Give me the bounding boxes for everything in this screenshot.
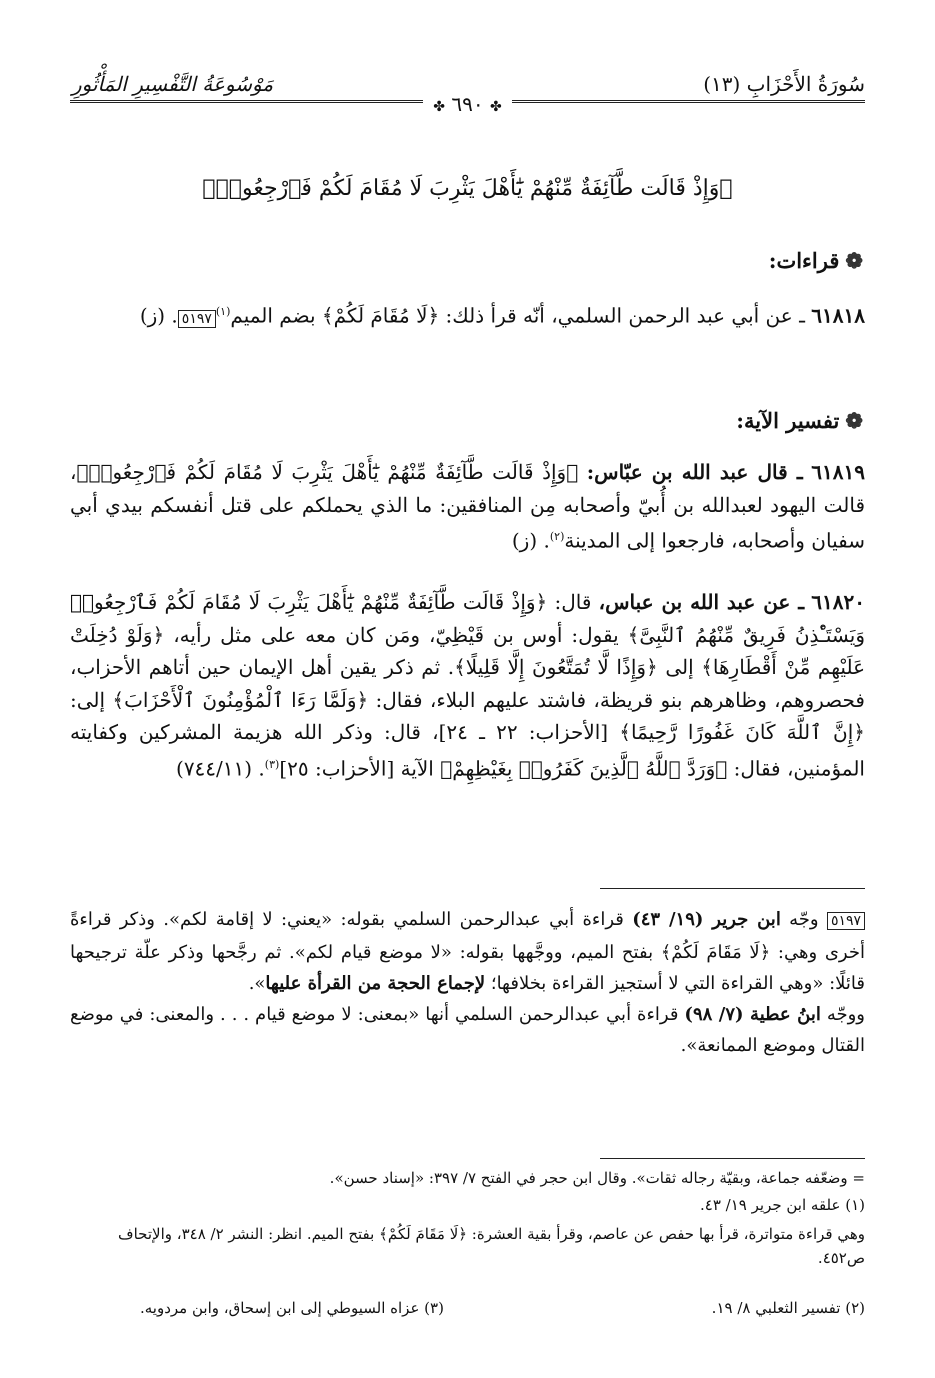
editor-notes (70, 904, 865, 1061)
ornament-icon: ✤ (433, 99, 446, 115)
footnote-3: (٣) عزاه السيوطي إلى ابن إسحاق، وابن مردويه. (140, 1299, 444, 1317)
footnote-continuation: = وضعّفه جماعة، وبقيّة رجاله ثقات». وقال ابن حجر في الفتح ٧/ ٣٩٧: «إسناد حسن». (329, 1169, 865, 1187)
narration-61818: ٦١٨١٨ ـ عن أبي عبد الرحمن السلمي، أنّه قرأ ذلك: ﴿لَا مُقَامَ لَكُمْ﴾ بضم الميم$^{(١)}$٥١٩٧. (ز) (139, 303, 865, 328)
book-title: مَوْسُوعَةُ التَّفْسِيرِ المَأْثُورِ (72, 72, 274, 96)
narration-number: ٦١٨١٨ (811, 303, 865, 328)
page-number: ٦٩٠ (451, 92, 484, 116)
footnote-1-detail: وهي قراءة متواترة، قرأ بها حفص عن عاصم، وقرأ بقية العشرة: ﴿لَا مَقَامَ لَكُمْ﴾ بفتح الميم. انظر: النشر ٢/ ٣٤٨، والإتحاف ص٤٥٢. (118, 1225, 865, 1267)
footnote-2: (٢) تفسير الثعلبي ٨/ ١٩. (711, 1299, 865, 1317)
flower-icon: ❁ (845, 408, 863, 433)
section-heading-readings: ❁قراءات: (768, 248, 863, 273)
footnote-marker: (١) (215, 305, 231, 318)
page-number-box (0, 92, 935, 116)
note-reference: ٥١٩٧ (827, 912, 865, 930)
narrator: ـ قال عبد الله بن عبّاس: (586, 460, 803, 484)
ornament-icon: ✤ (489, 99, 502, 115)
note-ibn-jarir: ٥١٩٧ وجّه ابن جرير (١٩/ ٤٣) قراءة أبي عبدالرحمن السلمي بقوله: «يعني: لا إقامة لكم». وذكر قراءةً أخرى وهي: ﴿لَا مَقَامَ لَكُمْ﴾ بفتح الميم، ووجَّهها بقوله: «لا موضع قيام لكم». ثم رجَّحها وذكر علّة ترجيحها قائلًا: «وهي القراءة التي لا أستجيز القراءة بخلافها؛ لإجماع الحجة من القرأة عليها». (70, 909, 865, 994)
footnotes-row (70, 1296, 865, 1320)
notes-separator (600, 888, 865, 889)
footnote-marker: (٣) (264, 757, 280, 771)
narration-61820: ٦١٨٢٠ ـ عن عبد الله بن عباس، قال: ﴿وَإِذْ قَالَت طَّآئِفَةٌ مِّنْهُمْ يَٰٓأَهْلَ يَثْرِبَ لَا مُقَامَ لَكُمْ فَٱرْجِعُوا۟ وَيَسْتَـْٔذِنُ فَرِيقٌ مِّنْهُمُ ٱلنَّبِىَّ﴾ يقول: أوس بن قَيْظِيّ، ومَن كان معه على مثل رأيه، ﴿وَلَوْ دُخِلَتْ عَلَيْهِم مِّنْ أَقْطَارِهَا﴾ إلى ﴿وَإِذًا لَّا تُمَتَّعُونَ إِلَّا قَلِيلًا﴾. ثم ذكر يقين أهل الإيمان حين أتاهم الأحزاب، فحصروهم، وظاهرهم بنو قريظة، فاشتد عليهم البلاء، فقال: ﴿وَلَمَّا رَءَا ٱلْمُؤْمِنُونَ ٱلْأَحْزَابَ﴾ إلى: ﴿إِنَّ ٱللَّهَ كَانَ غَفُورًا رَّحِيمًا﴾ [الأحزاب: ٢٢ ـ ٢٤]، قال: وذكر الله هزيمة المشركين وكفايته المؤمنين، فقال: ﴿وَرَدَّ ٱللَّهُ ٱلَّذِينَ كَفَرُوا۟ بِغَيْظِهِمْ﴾ الآية [الأحزاب: ٢٥]$^{(٣)}$. (٧٤٤/١١) (70, 590, 866, 781)
flower-icon: ❁ (845, 248, 863, 273)
narrator: ـ عن عبد الله بن عباس، (598, 590, 805, 614)
narration-number: ٦١٨١٩ (811, 460, 865, 484)
footnotes-separator (600, 1158, 865, 1159)
quran-verse: ﴿وَإِذْ قَالَت طَّآئِفَةٌ مِّنْهُمْ يَٰٓأَهْلَ يَثْرِبَ لَا مُقَامَ لَكُمْ فَٱرْجِعُوا۟﴾ (202, 176, 733, 201)
note-reference: ٥١٩٧ (178, 310, 216, 328)
narration-number: ٦١٨٢٠ (811, 590, 866, 614)
section-heading-tafsir: ❁تفسير الآية: (736, 408, 863, 433)
footnote-1: (١) علقه ابن جرير ١٩/ ٤٣. (699, 1196, 865, 1214)
note-ibn-atiyya: ووجّه ابنُ عطية (٧/ ٩٨) قراءة أبي عبدالرحمن السلمي أنها «بمعنى: لا موضع قيام . . . والمعنى: في موضع القتال وموضع الممانعة». (70, 1004, 865, 1056)
narration-61819: ٦١٨١٩ ـ قال عبد الله بن عبّاس: ﴿وَإِذْ قَالَت طَّآئِفَةٌ مِّنْهُمْ يَٰٓأَهْلَ يَثْرِبَ لَا مُقَامَ لَكُمْ فَٱرْجِعُوا۟﴾، قالت اليهود لعبدالله بن أُبيّ وأصحابه مِن المنافقين: ما الذي يحملكم على قتل أنفسكم بيدي أبي سفيان وأصحابه، فارجعوا إلى المدينة$^{(٢)}$. (ز) (70, 460, 865, 553)
surah-title: سُورَةُ الأَحْزَابِ (١٣) (703, 72, 865, 96)
footnote-marker: (٢) (549, 530, 565, 543)
